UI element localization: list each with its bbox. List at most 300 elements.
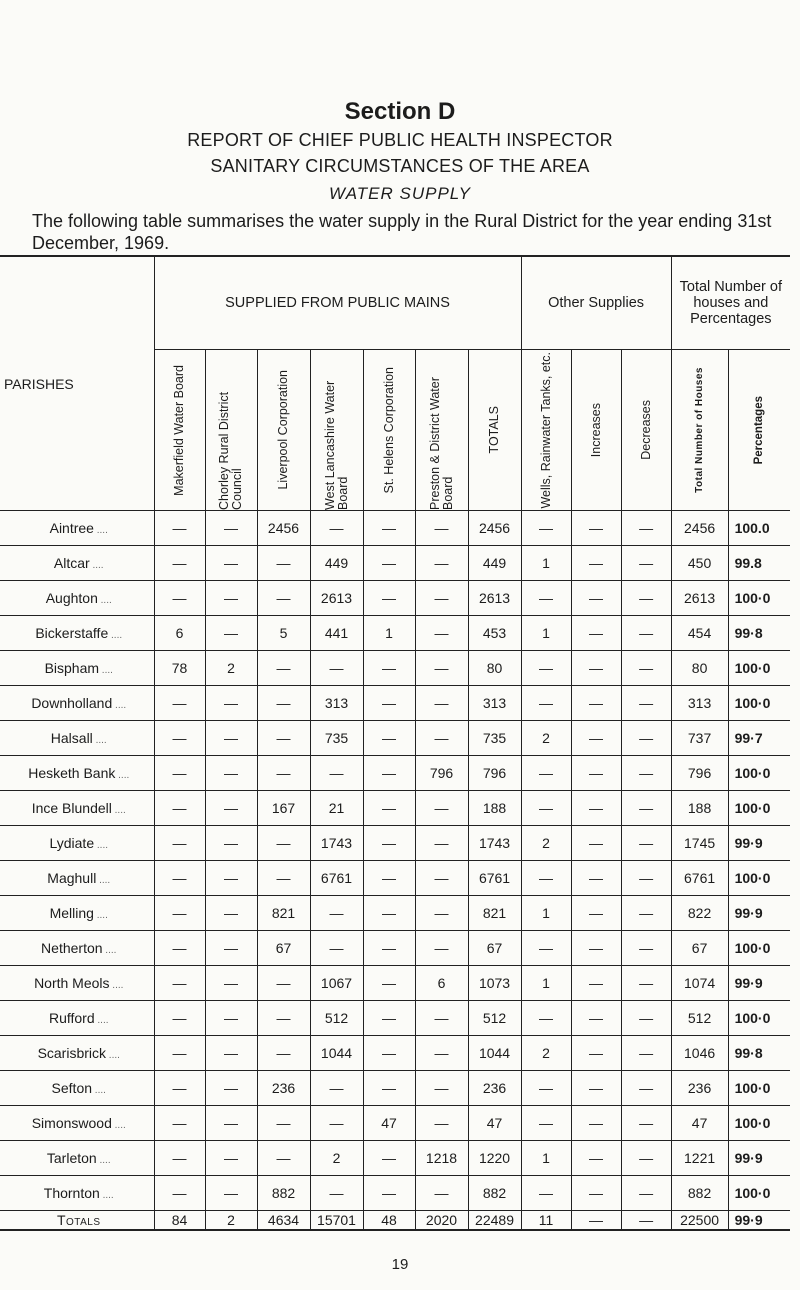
table-cell: 100·0 xyxy=(728,651,790,686)
table-cell: — xyxy=(363,546,415,581)
table-cell: 1 xyxy=(521,966,571,1001)
leader-dots: .... xyxy=(115,770,130,781)
table-cell: 882 xyxy=(671,1176,728,1211)
table-cell: 100·0 xyxy=(728,581,790,616)
table-cell: 6761 xyxy=(468,861,521,896)
table-cell: — xyxy=(415,686,468,721)
leader-dots: .... xyxy=(89,560,104,571)
table-cell: — xyxy=(257,861,310,896)
table-cell: 67 xyxy=(468,931,521,966)
table-cell: 99·7 xyxy=(728,721,790,756)
table-cell: — xyxy=(571,581,621,616)
table-cell: — xyxy=(571,616,621,651)
table-cell: — xyxy=(621,1106,671,1141)
table-cell: 313 xyxy=(310,686,363,721)
table-cell: 67 xyxy=(257,931,310,966)
table-row xyxy=(0,686,790,721)
table-cell: 6 xyxy=(415,966,468,1001)
table-row xyxy=(0,721,790,756)
table-cell: — xyxy=(154,1141,205,1176)
table-cell: 821 xyxy=(257,896,310,931)
table-cell: — xyxy=(205,1036,257,1071)
table-cell: 512 xyxy=(468,1001,521,1036)
table-cell: — xyxy=(205,896,257,931)
table-cell: 735 xyxy=(468,721,521,756)
table-cell: — xyxy=(310,511,363,546)
table-row xyxy=(0,581,790,616)
parish-name: Aughton .... xyxy=(0,581,154,616)
leader-dots: .... xyxy=(94,840,109,851)
table-cell: 84 xyxy=(154,1211,205,1231)
leader-dots: .... xyxy=(99,1190,114,1201)
table-cell: — xyxy=(205,616,257,651)
table-cell: — xyxy=(154,931,205,966)
table-cell: — xyxy=(154,1036,205,1071)
table-cell: 796 xyxy=(468,756,521,791)
table-cell: — xyxy=(205,721,257,756)
table-cell: 1 xyxy=(521,1141,571,1176)
table-cell: — xyxy=(415,511,468,546)
table-cell: 454 xyxy=(671,616,728,651)
table-cell: — xyxy=(154,896,205,931)
table-cell: 67 xyxy=(671,931,728,966)
table-cell: — xyxy=(205,1071,257,1106)
table-cell: — xyxy=(621,616,671,651)
table-cell: 313 xyxy=(671,686,728,721)
table-row xyxy=(0,616,790,651)
table-cell: 99·9 xyxy=(728,966,790,1001)
table-cell: — xyxy=(205,1141,257,1176)
table-cell: — xyxy=(363,686,415,721)
table-cell: 236 xyxy=(468,1071,521,1106)
leader-dots: .... xyxy=(99,665,113,676)
table-cell: — xyxy=(154,756,205,791)
table-cell: — xyxy=(621,686,671,721)
table-row xyxy=(0,511,790,546)
parish-name: Melling .... xyxy=(0,896,154,931)
table-cell: — xyxy=(571,1036,621,1071)
table-cell: 15701 xyxy=(310,1211,363,1231)
table-cell: 1067 xyxy=(310,966,363,1001)
table-cell: 1221 xyxy=(671,1141,728,1176)
table-cell: — xyxy=(205,546,257,581)
table-cell: 512 xyxy=(671,1001,728,1036)
table-cell: — xyxy=(621,861,671,896)
table-row xyxy=(0,1106,790,1141)
table-cell: — xyxy=(415,546,468,581)
table-cell: 100·0 xyxy=(728,861,790,896)
table-cell: — xyxy=(621,1141,671,1176)
table-cell: 821 xyxy=(468,896,521,931)
table-cell: — xyxy=(310,931,363,966)
table-cell: 100·0 xyxy=(728,756,790,791)
table-cell: 2020 xyxy=(415,1211,468,1231)
table-row xyxy=(0,1176,790,1211)
table-cell: 22489 xyxy=(468,1211,521,1231)
parish-name: Bickerstaffe .... xyxy=(0,616,154,651)
table-cell: — xyxy=(363,791,415,826)
table-cell: — xyxy=(363,581,415,616)
table-cell: 99·9 xyxy=(728,1211,790,1231)
table-cell: 2 xyxy=(521,721,571,756)
table-cell: — xyxy=(415,721,468,756)
table-cell: — xyxy=(521,931,571,966)
table-cell: — xyxy=(154,791,205,826)
table-cell: — xyxy=(621,721,671,756)
parish-name: Lydiate .... xyxy=(0,826,154,861)
parishes-header: PARISHES xyxy=(0,257,154,511)
table-cell: — xyxy=(415,1106,468,1141)
table-cell: 6761 xyxy=(671,861,728,896)
water-supply-table xyxy=(0,256,790,1231)
leader-dots: .... xyxy=(106,1050,120,1061)
table-cell: — xyxy=(415,896,468,931)
table-cell: 2456 xyxy=(468,511,521,546)
table-body xyxy=(0,511,790,1231)
table-cell: — xyxy=(571,1141,621,1176)
column-header xyxy=(571,350,621,511)
table-cell: — xyxy=(621,1176,671,1211)
parish-name: Simonswood .... xyxy=(0,1106,154,1141)
table-cell: — xyxy=(571,1071,621,1106)
table-cell: — xyxy=(310,651,363,686)
table-cell: — xyxy=(154,581,205,616)
table-cell: — xyxy=(205,861,257,896)
table-cell: — xyxy=(571,861,621,896)
leader-dots: .... xyxy=(109,980,124,991)
table-cell: — xyxy=(205,756,257,791)
table-cell: — xyxy=(257,581,310,616)
table-cell: — xyxy=(521,861,571,896)
table-cell: — xyxy=(363,896,415,931)
public-mains-group-header: SUPPLIED FROM PUBLIC MAINS xyxy=(154,257,521,350)
table-cell: 449 xyxy=(310,546,363,581)
water-supply-table-wrap xyxy=(0,256,800,1256)
table-cell: — xyxy=(154,1176,205,1211)
table-cell: — xyxy=(571,1211,621,1231)
table-cell: — xyxy=(154,546,205,581)
table-cell: 80 xyxy=(671,651,728,686)
table-cell: — xyxy=(310,896,363,931)
table-cell: — xyxy=(521,651,571,686)
parish-name: Bispham .... xyxy=(0,651,154,686)
table-cell: — xyxy=(310,1106,363,1141)
table-cell: — xyxy=(571,1001,621,1036)
table-cell: — xyxy=(571,1106,621,1141)
parish-name: Downholland .... xyxy=(0,686,154,721)
column-header-label: Liverpool Corporation xyxy=(276,370,290,490)
table-cell: — xyxy=(571,756,621,791)
table-cell: — xyxy=(257,966,310,1001)
table-cell: 99·9 xyxy=(728,1141,790,1176)
table-cell: — xyxy=(363,861,415,896)
table-cell: 21 xyxy=(310,791,363,826)
table-cell: — xyxy=(621,1071,671,1106)
table-cell: — xyxy=(621,1211,671,1231)
table-cell: — xyxy=(205,791,257,826)
table-cell: 99·9 xyxy=(728,826,790,861)
table-cell: — xyxy=(154,861,205,896)
table-cell: — xyxy=(521,686,571,721)
column-header xyxy=(205,350,257,511)
table-cell: 1044 xyxy=(310,1036,363,1071)
parish-name: Altcar .... xyxy=(0,546,154,581)
column-header xyxy=(728,350,790,511)
table-cell: — xyxy=(363,931,415,966)
table-cell: 22500 xyxy=(671,1211,728,1231)
table-cell: — xyxy=(363,511,415,546)
table-cell: — xyxy=(154,721,205,756)
column-header-label: West Lancashire Water Board xyxy=(322,380,350,510)
parish-name: Sefton .... xyxy=(0,1071,154,1106)
table-cell: 1 xyxy=(521,546,571,581)
column-header-label: Percentages xyxy=(752,395,765,465)
table-row xyxy=(0,756,790,791)
table-cell: — xyxy=(154,1001,205,1036)
table-cell: 167 xyxy=(257,791,310,826)
table-cell: 100·0 xyxy=(728,1176,790,1211)
parish-name: Rufford .... xyxy=(0,1001,154,1036)
table-cell: 735 xyxy=(310,721,363,756)
table-cell: — xyxy=(415,1071,468,1106)
table-cell: 313 xyxy=(468,686,521,721)
table-cell: — xyxy=(257,686,310,721)
table-cell: — xyxy=(571,511,621,546)
column-header-label: Chorley Rural District Council xyxy=(217,391,244,510)
parish-name: North Meols .... xyxy=(0,966,154,1001)
report-subtitle: SANITARY CIRCUMSTANCES OF THE AREA xyxy=(210,156,590,176)
column-header xyxy=(468,350,521,511)
column-header xyxy=(310,350,363,511)
table-cell: — xyxy=(154,826,205,861)
parish-name: Aintree .... xyxy=(0,511,154,546)
table-cell: 822 xyxy=(671,896,728,931)
table-cell: 1 xyxy=(521,896,571,931)
table-cell: 882 xyxy=(468,1176,521,1211)
table-cell: 2613 xyxy=(671,581,728,616)
table-cell: 737 xyxy=(671,721,728,756)
table-cell: 2613 xyxy=(468,581,521,616)
table-cell: — xyxy=(415,581,468,616)
parish-name: Netherton .... xyxy=(0,931,154,966)
table-cell: 2 xyxy=(521,1036,571,1071)
table-cell: — xyxy=(415,931,468,966)
table-cell: — xyxy=(621,826,671,861)
table-cell: 512 xyxy=(310,1001,363,1036)
table-row xyxy=(0,1001,790,1036)
table-cell: 11 xyxy=(521,1211,571,1231)
table-cell: — xyxy=(571,1176,621,1211)
column-header-label: St. Helens Corporation xyxy=(381,366,396,494)
table-cell: — xyxy=(363,1071,415,1106)
table-cell: 99·8 xyxy=(728,616,790,651)
table-cell: 100·0 xyxy=(728,686,790,721)
table-row xyxy=(0,546,790,581)
table-cell: 1745 xyxy=(671,826,728,861)
parish-name: Tarleton .... xyxy=(0,1141,154,1176)
table-cell: — xyxy=(571,931,621,966)
table-cell: 100·0 xyxy=(728,791,790,826)
leader-dots: .... xyxy=(112,700,127,711)
table-cell: 100·0 xyxy=(728,1071,790,1106)
table-cell: — xyxy=(205,826,257,861)
leader-dots: .... xyxy=(102,945,117,956)
table-cell: — xyxy=(205,581,257,616)
table-cell: 47 xyxy=(363,1106,415,1141)
table-cell: — xyxy=(521,1106,571,1141)
table-cell: 1 xyxy=(521,616,571,651)
table-cell: — xyxy=(571,896,621,931)
leader-dots: .... xyxy=(93,525,108,536)
table-row xyxy=(0,791,790,826)
table-cell: — xyxy=(154,966,205,1001)
table-cell: — xyxy=(257,1141,310,1176)
table-cell: — xyxy=(415,791,468,826)
table-cell: 2 xyxy=(521,826,571,861)
table-cell: — xyxy=(521,1001,571,1036)
table-cell: 99·8 xyxy=(728,1036,790,1071)
table-cell: 1046 xyxy=(671,1036,728,1071)
parish-name: Hesketh Bank .... xyxy=(0,756,154,791)
leader-dots: .... xyxy=(108,630,123,641)
section-heading: Section D xyxy=(344,98,456,125)
parish-name: Thornton .... xyxy=(0,1176,154,1211)
table-cell: 1220 xyxy=(468,1141,521,1176)
table-cell: — xyxy=(571,651,621,686)
table-cell: — xyxy=(571,686,621,721)
table-cell: — xyxy=(154,686,205,721)
table-cell: 2613 xyxy=(310,581,363,616)
table-cell: 2 xyxy=(205,651,257,686)
table-cell: 1073 xyxy=(468,966,521,1001)
table-cell: 47 xyxy=(468,1106,521,1141)
column-header-label: Total Number of Houses xyxy=(694,367,706,493)
table-cell: 1074 xyxy=(671,966,728,1001)
table-cell: 6 xyxy=(154,616,205,651)
leader-dots: .... xyxy=(92,735,107,746)
leader-dots: .... xyxy=(93,910,108,921)
column-header xyxy=(154,350,205,511)
column-header-label: Increases xyxy=(588,402,603,458)
table-cell: — xyxy=(521,791,571,826)
water-supply-heading: WATER SUPPLY xyxy=(328,184,472,203)
table-cell: — xyxy=(621,1001,671,1036)
table-cell: 236 xyxy=(671,1071,728,1106)
table-cell: 188 xyxy=(468,791,521,826)
table-cell: 236 xyxy=(257,1071,310,1106)
table-cell: — xyxy=(363,1036,415,1071)
table-row xyxy=(0,1036,790,1071)
table-cell: 6761 xyxy=(310,861,363,896)
table-cell: 5 xyxy=(257,616,310,651)
table-cell: — xyxy=(257,721,310,756)
table-cell: — xyxy=(205,511,257,546)
table-cell: — xyxy=(257,1001,310,1036)
column-header xyxy=(363,350,415,511)
column-header xyxy=(521,350,571,511)
table-cell: 99.8 xyxy=(728,546,790,581)
table-cell: — xyxy=(621,756,671,791)
table-cell: — xyxy=(571,826,621,861)
leader-dots: .... xyxy=(94,1015,109,1026)
table-cell: — xyxy=(571,791,621,826)
table-cell: 47 xyxy=(671,1106,728,1141)
table-cell: 100·0 xyxy=(728,931,790,966)
totals-label: Totals xyxy=(0,1211,154,1231)
table-row xyxy=(0,896,790,931)
table-row xyxy=(0,931,790,966)
table-cell: 100·0 xyxy=(728,1001,790,1036)
table-cell: — xyxy=(621,931,671,966)
table-cell: — xyxy=(205,1176,257,1211)
table-cell: 882 xyxy=(257,1176,310,1211)
table-cell: 796 xyxy=(415,756,468,791)
parish-name: Maghull .... xyxy=(0,861,154,896)
table-row xyxy=(0,1141,790,1176)
table-cell: 1743 xyxy=(310,826,363,861)
column-header-label: Wells, Rainwater Tanks, etc. xyxy=(538,351,553,509)
column-header-label: TOTALS xyxy=(487,406,502,454)
table-cell: — xyxy=(205,931,257,966)
table-cell: — xyxy=(415,651,468,686)
table-cell: — xyxy=(621,546,671,581)
table-cell: — xyxy=(257,1036,310,1071)
table-cell: — xyxy=(621,1036,671,1071)
table-row xyxy=(0,966,790,1001)
table-row xyxy=(0,861,790,896)
table-cell: 453 xyxy=(468,616,521,651)
table-cell: 450 xyxy=(671,546,728,581)
table-cell: 78 xyxy=(154,651,205,686)
table-cell: 80 xyxy=(468,651,521,686)
table-cell: — xyxy=(415,826,468,861)
table-cell: 796 xyxy=(671,756,728,791)
table-cell: — xyxy=(363,1001,415,1036)
table-row xyxy=(0,826,790,861)
parish-name: Scarisbrick .... xyxy=(0,1036,154,1071)
table-cell: — xyxy=(621,896,671,931)
table-cell: 1743 xyxy=(468,826,521,861)
table-cell: 1044 xyxy=(468,1036,521,1071)
table-cell: 449 xyxy=(468,546,521,581)
column-header-label: Decreases xyxy=(638,400,653,460)
table-cell: — xyxy=(415,1001,468,1036)
table-cell: — xyxy=(154,511,205,546)
leader-dots: .... xyxy=(111,805,126,816)
leader-dots: .... xyxy=(111,1120,126,1131)
table-cell: — xyxy=(415,1176,468,1211)
table-row xyxy=(0,651,790,686)
totals-row xyxy=(0,1211,790,1231)
leader-dots: .... xyxy=(97,595,112,606)
leader-dots: .... xyxy=(96,875,111,886)
leader-dots: .... xyxy=(92,1085,106,1096)
table-cell: — xyxy=(310,1071,363,1106)
column-header xyxy=(415,350,468,511)
table-cell: — xyxy=(363,651,415,686)
table-cell: — xyxy=(257,546,310,581)
table-cell: — xyxy=(257,826,310,861)
table-cell: — xyxy=(571,721,621,756)
table-cell: — xyxy=(621,651,671,686)
table-cell: 100·0 xyxy=(728,1106,790,1141)
table-cell: — xyxy=(521,756,571,791)
table-cell: — xyxy=(205,966,257,1001)
table-cell: — xyxy=(571,966,621,1001)
table-cell: 2456 xyxy=(257,511,310,546)
table-cell: 1218 xyxy=(415,1141,468,1176)
parish-name: Ince Blundell .... xyxy=(0,791,154,826)
